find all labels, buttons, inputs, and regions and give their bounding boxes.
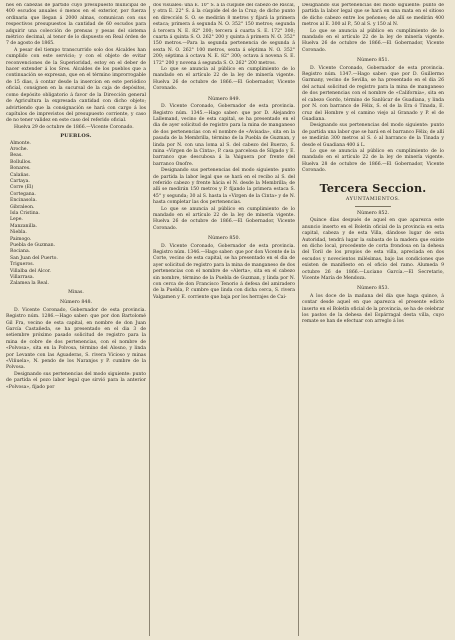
list-item: Beas. [10, 153, 23, 159]
divider [355, 206, 391, 207]
paragraph: Designando sus pertenencias del modo siguiente: punto de partida el pozo labor legal que sirvió para la anterior «Polvosa», fijado por [6, 371, 146, 390]
list-item: San Juan del Puerto. [10, 255, 58, 261]
list-item: Bonares. [10, 166, 31, 172]
list-item: Rociana. [10, 249, 31, 255]
list-item: Gibraleon. [10, 204, 35, 210]
notice-number: Número 852. [356, 210, 390, 216]
list-item: Villarrasa. [10, 275, 35, 281]
list-item: Aroche. [10, 146, 28, 152]
list-item: Niebla. [10, 230, 27, 236]
notice-number: Número 848. [59, 300, 93, 306]
paragraph: Designando sus pertenencias del modo siguiente: punto de partida la labor legal que se hará en el recibo al S. del referido cabezo y frente hácia el N. desde la Membrilla; de allí se medirán 150 metros y P. fijando la primera estaca S. 45° y segunda; 30 al S. hasta la «Virgen de la Cinta» y de N. hasta completar las dos pertenencias. [153, 168, 295, 206]
paragraph: Quince días después de aquel en que aparezca este anuncio inserto en el Boletín oficial de la provincia en esta capital, cabeza y de esta Villa, dándose lugar de esta Autoridad, tendrá lugar la subasta de la madera que existe en dicho local, procedente de corta frondosa en la dehesa del Toril de los propios de esta villa, apreciada en dos escudos y novecientos milésimas, bajo las condiciones que existen de manifiesto en el oficio del ramo. Alumeda 9 octubre 26 de 1866.—Luciano García.—El Secretario, Vicente María de Mendoza. [302, 218, 444, 282]
notice-number: Número 850. [207, 236, 241, 242]
pueblos-heading: PUEBLOS. [60, 133, 92, 140]
list-item: Lepe. [10, 217, 23, 223]
paragraph: dos visuales: una E. 10° S. á la cúspide del cabezo de Riscal, y otra E. 22° S. á la cúspide del de la Cruz; de dicho punto en dirección S. O. se medirán 8 metros y fijará la primera estaca; primera á segunda N. O. 352° 150 metros; segunda á tercera N. E. 82° 200; tercera á cuarta S. E. 172° 300; cuarta á quinta S. O. 262° 200 y quinta á primera N. O. 352° 150 metros.—Para la segunda pertenencia de segunda á sexta N. O. 262° 100 metros, sexta á séptima N. O. 352° 200; séptima á octava N. E. 82° 300; octava á novena S. E. 172° 200 y novena á segunda S. O. 262° 200 metros. [153, 3, 295, 66]
paragraph: A los doce de la mañana del día que haga quince, á contar desde aquel en que aparezca el presente edicto inserto en el Boletín oficial de la provincia, se ha de celebrar los pastos de la dehesa del Espárragal desta villa, cuyo remate se han de efectuar con arreglo á los [302, 293, 444, 325]
list-item: Zalamea la Real. [10, 281, 49, 287]
paragraph: Designando sus pertenencias del modo siguiente: punto de partida una labor que se hará en el barranco Félix; de allí se medirán 300 metros al S. ó al barranco de la Tinada y desde el Guadiana 400 á L. [302, 123, 444, 148]
paragraph: A pesar del tiempo transcurrido solo dos Alcaldes han cumplido con este servicio; y con el objeto de evitar reconvenciones de la Superioridad, estoy en el deber de hacer extender á los Sres. Alcaldes de los pueblos que a continuación se expresan, que en el término improrrogable de 15 dias, á contar desde la insercion en este periódico oficial, consignen en la sucursal de la caja de depósitos, como depósito obligatorio á favor de la Dirección general de Agricultura la expresada cantidad con dicho objeto; advirtiendo que la consignación se hará con cargo á los capítulos de imprevistos del presupuesto corriente, y caso de no tener validez en este caso del referido oficial. [6, 47, 146, 124]
column-left [6, 3, 146, 638]
list-item: Bollullos. [10, 159, 32, 165]
paragraph: D. Vicente Coronado, Gobernador de esta provincia. Registro núm. 1345.—Hago saber: que por D. Alejandro Lallemand, vecino de esta capital, se ha presentado en el dia de ayer solicitud de registro para la mina de manganeso de dos pertenencias con el nombre de «Avisada», sita en la pasada de la Membrilla, término de la Puebla de Guzman, y linda por N. con una loma al S. del cabezo del Buerzo, S. mina «Virgen de la Cinta», P. casa parcelosa de Silgado y E. barranco que descubosa á la Vaiguera por frente del barranco Onofre. [153, 104, 295, 167]
paragraph: D. Vicente Coronado, Gobernador de esta provincia. Registro núm. 1346.—Hago saber: que por don Vicente de la Corte, vecino de esta capital, se ha presentado en el dia de ayer solicitud de registro para la mina de manganeso de dos pertenencias con el nombre de «Alerta», sita en el cabezo sin nombre, término de la Puebla de Guzman, y linda por N. con cerca de don Francisco Tenorio á defesa del amiradero de la Puebla, P. cumbre que linda con dicha cerca, S. rivera Valgamen y E. corriente que baja por los herrajes de Cai- [153, 243, 295, 300]
list-item: Puebla de Guzman. [10, 243, 56, 249]
list-item: Corre (El) [10, 185, 34, 191]
paragraph: nes en cabezas de partido cuyo presupuesto municipal de 400 escudos anuales ó menos en el exterior, por fuerza ordinaria que llegan á 2000 almas, comunican con sus respectivos presupuestos la cantidad de 60 escudos para adquirir una colección de prensas y pesas del sistema métrico decimal, al tenor de lo dispuesto en Real órden de 7 de agosto de 1865. [6, 3, 146, 47]
paragraph: D. Vicente Coronado, Gobernador de esta provincia. Registro núm. 1286.—Hago saber: que por don Bartolomé Gil Fra, vecino de esta capital, en nombre de don Juan García Castañeda, se ha presentado en el dia 3 de setiembre próximo pasado solicitud de registro para la mina de cobre de dos pertenencias, con el nombre de «Polvosa», sita en la Polvosa, término del Alosno, y linda por Levante con las Aguaderas, S. rivera Vicioso y minas «Viñuela», N. pendo de los Naranjos y P. cumbre de la Polvosa. [6, 307, 146, 371]
column-divider [149, 6, 150, 636]
paragraph: Lo que se anuncia al público en cumplimiento de lo mandado en el artículo 22 de la ley de minería vigente. Huelva 26 de octubre de 1866.—El Gobernador, Vicente Coronado. [153, 206, 295, 231]
ayuntamientos-heading: AYUNTAMIENTOS. [345, 196, 401, 202]
paragraph: Lo que se anuncia al público en cumplimiento de lo mandado en el artículo 22 de la ley de minería vigente. Huelva 26 de octubre de 1866.—El Gobernador, Vicente Coronado. [153, 67, 295, 92]
list-item: Trigueros. [10, 262, 35, 268]
list-item: Paimogo. [10, 236, 32, 242]
column-divider [298, 6, 299, 636]
section-title: Tercera Seccion. [319, 180, 427, 195]
paragraph: Lo que se anuncia al público en cumplimiento de lo mandado en el artículo 22 de la ley de minería vigente. Huelva 26 de octubre de 1866.—El Gobernador, Vicente Coronado. [302, 28, 444, 53]
paragraph: Lo que se anuncia al público en cumplimiento de lo mandado en el artículo 22 de la ley de minería vigente. Huelva 28 de octubre de 1866.—El Gobernador, Vicente Coronado. [302, 148, 444, 174]
signature: Huelva 29 de octubre de 1866.—Vicente Coronado. [14, 124, 134, 130]
column-middle [153, 3, 295, 638]
list-item: Isla Cristina. [10, 211, 40, 216]
paragraph: Designando sus pertenencias del modo siguiente: punto de partida la labor legal que se hará en una mata en el sitioso de dicho cabezo entre los peñones; de allí se medirán 400 metros al E. 300 al P., 50 al S. y 150 al N. [302, 3, 444, 28]
list-item: Cortegana. [10, 191, 36, 197]
list-item: Calañas. [10, 172, 30, 178]
notice-number: Número 849. [207, 96, 241, 102]
list-item: Cartaya. [10, 178, 30, 184]
notice-number: Número 853. [356, 286, 390, 292]
list-item: Almonte. [10, 140, 31, 146]
paragraph: D. Vicente Coronado, Gobernador de esta provincia. Registro núm. 1347.—Hago saber: que por D. Guillermo Garmany, vecino de Sevilla, se ha presentado en el dia 26 del actual solicitud de registro para la mina de manganeso de dos pertenencias con el nombre de «California», sita en el cabezo Gordo, término de Sanlúcar de Guadiana, y linda por N. con barranco de Félix, S. el de la Era ó Tinada, E. cruz del Hombre y el camino viejo al Granado y P. el de Guadiana. [302, 65, 444, 122]
list-item: Villalba del Alcor. [10, 268, 51, 274]
column-right-a [302, 3, 444, 638]
pueblos-list [10, 141, 146, 288]
notice-number: Número 851. [356, 58, 390, 64]
section-heading-minas: Minas. [68, 289, 84, 295]
list-item: Manzanilla. [10, 223, 38, 229]
list-item: Encinasola. [10, 198, 37, 204]
